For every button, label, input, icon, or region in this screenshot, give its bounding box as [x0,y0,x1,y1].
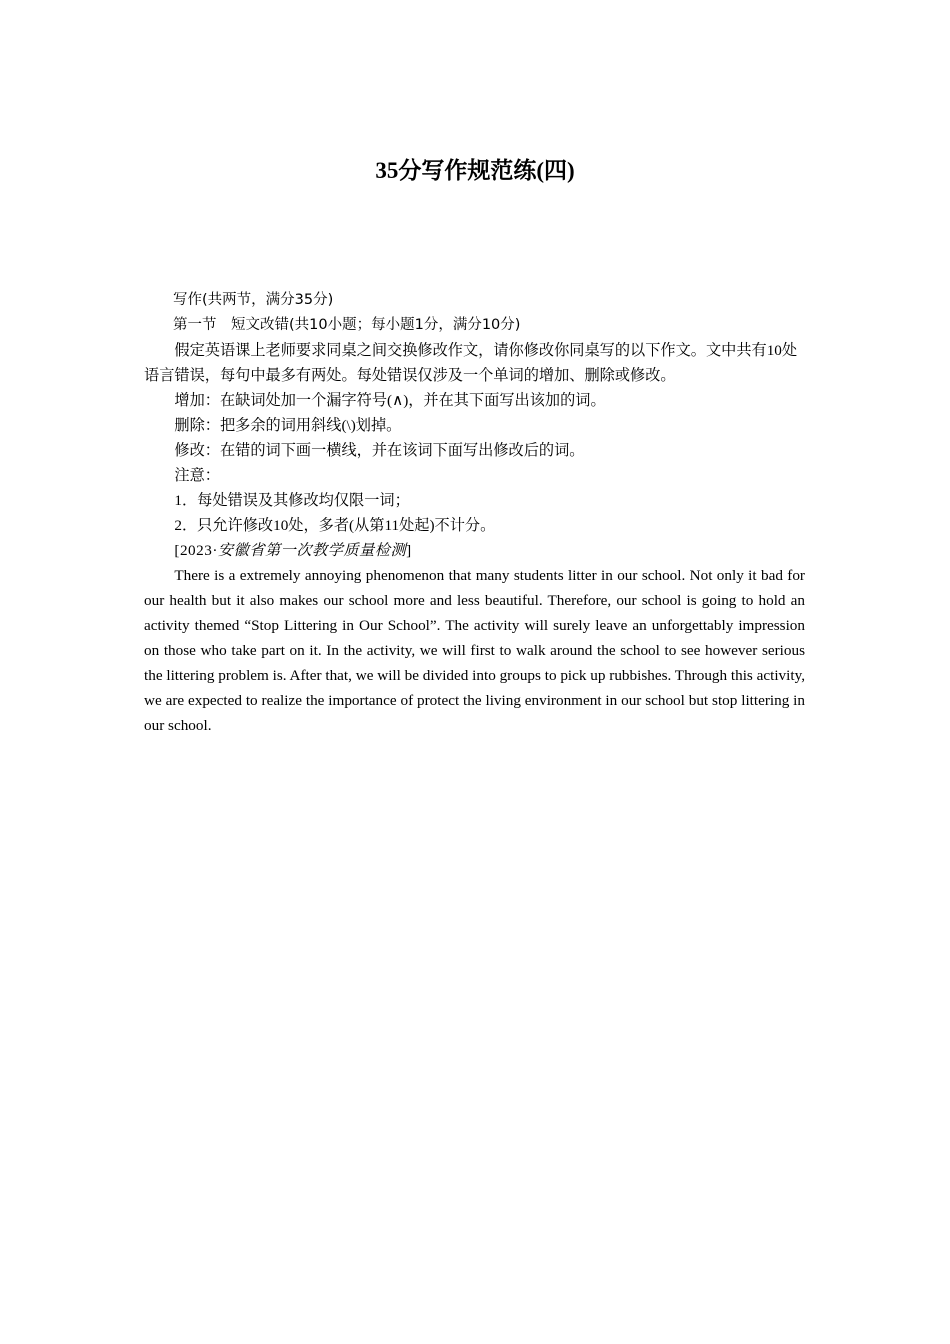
source-close: ] [406,542,412,559]
document-body [144,288,805,738]
essay-passage: There is a extremely annoying phenomenon that many students litter in our school. Not only it bad for our health but it also makes our school more and less beautiful. Therefore, our school is going to hold an activity themed “Stop Littering in Our School”. The activity will surely leave an unforgettably impression on those who take part on it. In the activity, we will first to walk around the school to see however serious the littering problem is. After that, we will be divided into groups to pick up rubbishes. Through this activity, we are expected to realize the importance of protect the living environment in our school but stop littering in our school. [144,567,805,734]
rule-add: 增加：在缺词处加一个漏字符号(∧)，并在其下面写出该加的词。 [174,392,606,409]
note-label: 注意： [174,467,220,484]
note-item-2: 2．只允许修改10处，多者(从第11处起)不计分。 [174,517,496,534]
task-instruction: 假定英语课上老师要求同桌之间交换修改作文，请你修改你同桌写的以下作文。文中共有10处语言错误，每句中最多有两处。每处错误仅涉及一个单词的增加、删除或修改。 [144,342,798,384]
page-title: 35分写作规范练(四) [375,158,575,183]
rule-modify: 修改：在错的词下画一横线，并在该词下面写出修改后的词。 [174,442,585,459]
rule-delete: 删除：把多余的词用斜线(\)划掉。 [174,417,402,434]
source-name: 安徽省第一次教学质量检测 [217,542,407,559]
note-item-1: 1．每处错误及其修改均仅限一词； [174,492,410,509]
source-citation [144,538,805,563]
writing-heading: 写作(共两节，满分35分) [173,292,334,308]
section-label: 第一节 [173,317,217,333]
section-heading [144,313,805,338]
source-open: [2023· [174,542,218,559]
section-description: 短文改错(共10小题；每小题1分，满分10分) [231,317,521,333]
